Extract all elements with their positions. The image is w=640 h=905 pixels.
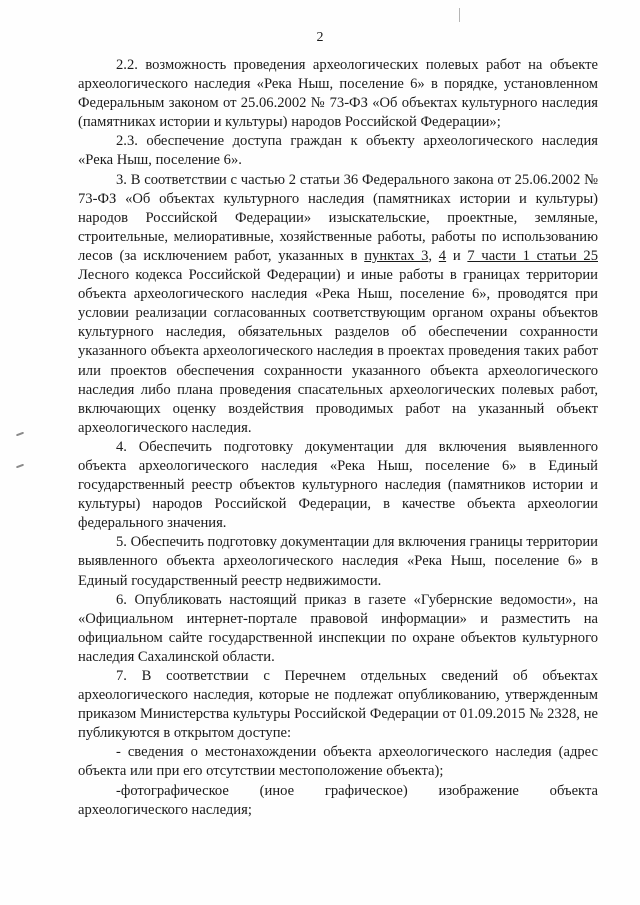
link-chast-1-statya-25[interactable]: 7 части 1 статьи 25 [467,247,598,264]
paragraph-3-text: 3. В соответствии с частью 2 статьи 36 Федерального закона от 25.06.2002 № 73-ФЗ «Об объектах культурного наследия (памятниках истории и культуры) народов Российской Федерации» изыскательские, проектные, земляные, строительные, мелиоративные, хозяйственные работы, работы по использованию лесов (за исключением работ, указанных в [78,171,598,264]
paragraph-7: 7. В соответствии с Перечнем отдельных сведений об объектах археологического наследия, которые не подлежат опубликованию, утвержденным приказом Министерства культуры Российской Федерации от 01.09.2015 № 2328, не публикуются в открытом доступе: [78,668,598,742]
margin-mark [16,432,24,437]
paragraph-3-text: , [428,247,439,264]
link-punkt-4[interactable]: 4 [438,247,447,264]
paragraph-3 [78,171,598,438]
link-punkt-3[interactable]: пунктах 3 [364,247,429,264]
paragraph-3-text: и [446,247,468,264]
list-item: - сведения о местонахождении объекта археологического наследия (адрес объекта или при его отсутствии местоположение объекта); [78,744,598,780]
document-body [78,56,598,820]
scan-mark [459,8,460,22]
margin-mark [16,464,24,469]
paragraph-2-2: 2.2. возможность проведения археологических полевых работ на объекте археологического наследия «Река Ныш, поселение 6» в порядке, установленном Федеральным законом от 25.06.2002 № 73-ФЗ «Об объектах культурного наследия (памятниках истории и культуры) народов Российской Федерации»; [78,57,598,131]
paragraph-2-3: 2.3. обеспечение доступа граждан к объекту археологического наследия «Река Ныш, поселение 6». [78,133,598,169]
paragraph-3-text: Лесного кодекса Российской Федерации) и иные работы в границах территории объекта археологического наследия «Река Ныш, поселение 6», проводятся при условии реализации согласованных соответствующим органом охраны объектов культурного наследия, обязательных разделов об обеспечении сохранности указанного объекта археологического наследия в проектах проведения таких работ или проектов обеспечения сохранности указанного объекта археологического наследия либо плана проведения спасательных археологических полевых работ, включающих оценку воздействия проводимых работ на указанный объект археологического наследия. [78,267,598,436]
page-number: 2 [316,30,324,45]
paragraph-5: 5. Обеспечить подготовку документации для включения границы территории выявленного объекта археологического наследия «Река Ныш, поселение 6» в Единый государственный реестр недвижимости. [78,534,598,589]
list-item: -фотографическое (иное графическое) изображение объекта археологического наследия; [78,782,598,818]
paragraph-4: 4. Обеспечить подготовку документации для включения выявленного объекта археологического наследия «Река Ныш, поселение 6» в Единый государственный реестр объектов культурного наследия (памятников истории и культуры) народов Российской Федерации, в качестве объекта археологии федерального значения. [78,438,598,532]
paragraph-6: 6. Опубликовать настоящий приказ в газете «Губернские ведомости», на «Официальном интернет-портале правовой информации» и разместить на официальном сайте государственной инспекции по охране объектов культурного наследия Сахалинской области. [78,591,598,665]
